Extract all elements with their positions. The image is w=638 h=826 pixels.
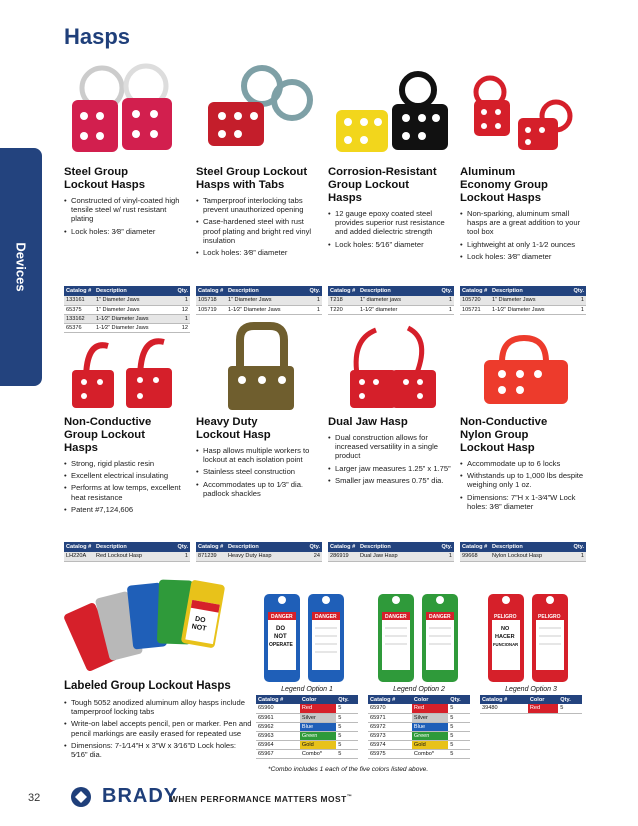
product-steel-group xyxy=(64,166,190,239)
catalog-table-dual-jaw: Catalog # Description Qty. 286919 Dual Jaw Hasp 1 xyxy=(330,544,452,560)
table-row: 65375 1” Diameter Jaws 12 xyxy=(66,306,188,313)
feature-item: • Write-on label accepts pencil, pen or marker. Pen and pencil markings are easily erased for repeated use xyxy=(64,719,254,737)
table-row: 99668 Nylon Lockout Hasp 1 xyxy=(462,553,584,560)
table-row: 65960 Red 5 xyxy=(256,704,358,713)
feature-list xyxy=(64,459,190,514)
catalog-table-corrosion: Catalog # Description Qty. T218 1” diameter jaws 1 T220 1-1⁄2” diameter 1 xyxy=(330,288,452,313)
table-row: 871239 Heavy Duty Hasp 24 xyxy=(198,553,320,560)
feature-item: • Lightweight at only 1-1⁄2 ounces xyxy=(460,240,586,249)
feature-item: • Performs at low temps, excellent heat resistance xyxy=(64,483,190,501)
legend-option-3-tags xyxy=(486,588,572,686)
tag-text-peligro: PELIGRO xyxy=(538,614,561,620)
feature-item: • Dual construction allows for increased versatility in a single product xyxy=(328,433,454,461)
tag-text-funcionar: FUNCIONAR xyxy=(493,642,519,647)
table-row: 65970 Red 5 xyxy=(368,704,470,713)
feature-list xyxy=(460,459,586,511)
feature-list xyxy=(328,209,454,249)
product-title: Corrosion-Resistant Group Lockout Hasps xyxy=(328,166,437,204)
tag-text-danger: DANGER xyxy=(385,614,407,620)
labeled-hasps-title: Labeled Group Lockout Hasps xyxy=(64,680,231,692)
green-tag-2 xyxy=(422,594,458,682)
feature-item: • Tamperproof interlocking tabs prevent unauthorized opening xyxy=(196,196,322,214)
table-row: 65964 Gold 5 xyxy=(256,740,358,749)
feature-item: • Lock holes: 3⁄8” diameter xyxy=(460,252,586,261)
tag-text-danger: DANGER xyxy=(315,614,337,620)
blue-tag-2 xyxy=(308,594,344,682)
legend-option-2 xyxy=(368,686,470,759)
table-row: 65963 Green 5 xyxy=(256,731,358,740)
feature-item: • Larger jaw measures 1.25” x 1.75” xyxy=(328,464,454,473)
table-row: LH220A Red Lockout Hasp 1 xyxy=(66,553,188,560)
dual-jaw-hasp-image xyxy=(336,320,450,412)
tag-text-no: NO xyxy=(501,626,510,632)
legend-table: Catalog # Color Qty. 65970 Red 5 65971 Silver 5 65972 Blue 5 65973 Green 5 65974 Gold 5 65975 Combo* 5 xyxy=(368,695,470,759)
legend-title: Legend Option 3 xyxy=(505,686,557,693)
page-title: Hasps xyxy=(64,24,131,49)
feature-item: • Smaller jaw measures 0.75” dia. xyxy=(328,476,454,485)
table-row: 105718 1” Diameter Jaws 1 xyxy=(198,297,320,304)
feature-item: • Excellent electrical insulating xyxy=(64,471,190,480)
nonconductive-hasp-image xyxy=(64,320,188,412)
product-dual-jaw xyxy=(328,416,454,488)
product-title: Non-Conductive Group Lockout Hasps xyxy=(64,416,152,454)
table-row: 65972 Blue 5 xyxy=(368,722,470,731)
brady-logo-icon xyxy=(66,786,96,808)
feature-item: • Stainless steel construction xyxy=(196,467,322,476)
feature-list xyxy=(196,446,322,498)
feature-list xyxy=(460,209,586,261)
feature-item: • Accommodates up to 1⁄3” dia. padlock shackles xyxy=(196,480,322,498)
tag-text-hacer: HACER xyxy=(495,634,515,640)
product-title: Steel Group Lockout Hasps xyxy=(64,166,145,191)
product-nonconductive xyxy=(64,416,190,517)
page-number: 32 xyxy=(28,792,41,804)
legend-option-3 xyxy=(480,686,582,714)
steel-group-hasp-image xyxy=(64,60,186,160)
feature-item: • Lock holes: 3⁄8” diameter xyxy=(196,248,322,257)
product-nylon xyxy=(460,416,586,514)
labeled-hasp-fan-image xyxy=(64,572,256,676)
catalog-table-tabbed: Catalog # Description Qty. 105718 1” Diameter Jaws 1 105719 1-1⁄2” Diameter Jaws 1 xyxy=(198,288,320,313)
legend-option-2-tags xyxy=(376,588,462,686)
tag-text-not: NOT xyxy=(191,623,207,633)
legend-table: Catalog # Color Qty. 39480 Red 5 xyxy=(480,695,582,714)
feature-item: • Hasp allows multiple workers to lockout at each isolation point xyxy=(196,446,322,464)
catalog-table-aluminum: Catalog # Description Qty. 105720 1” Diameter Jaws 1 105721 1-1⁄2” Diameter Jaws 1 xyxy=(462,288,584,313)
tag-text-not: NOT xyxy=(274,634,287,640)
catalog-table-heavy-duty: Catalog # Description Qty. 871239 Heavy Duty Hasp 24 xyxy=(198,544,320,560)
tag-text-do: DO xyxy=(276,626,285,632)
aluminum-hasp-image xyxy=(460,60,586,160)
tag-text-danger: DANGER xyxy=(429,614,451,620)
table-row: 65971 Silver 5 xyxy=(368,713,470,722)
feature-item: • Dimensions: 7-1⁄14”H x 3”W x 3⁄16”D Lock holes: 5⁄16” dia. xyxy=(64,741,254,759)
section-tab xyxy=(0,148,42,386)
table-row: T218 1” diameter jaws 1 xyxy=(330,297,452,304)
feature-list xyxy=(196,196,322,257)
catalog-table-nylon: Catalog # Description Qty. 99668 Nylon Lockout Hasp 1 xyxy=(462,544,584,560)
product-aluminum xyxy=(460,166,586,264)
legend-title: Legend Option 1 xyxy=(281,686,333,693)
feature-item: • Withstands up to 1,000 lbs despite weighing only 1 oz. xyxy=(460,471,586,489)
table-row: 65967 Combo* 5 xyxy=(256,749,358,758)
product-title: Dual Jaw Hasp xyxy=(328,416,408,428)
product-heavy-duty xyxy=(196,416,322,501)
corrosion-hasp-image xyxy=(328,60,454,160)
red-tag-1 xyxy=(488,594,524,682)
feature-item: • Tough 5052 anodized aluminum alloy hasps include tamperproof locking tabs xyxy=(64,698,254,716)
table-row: 65961 Silver 5 xyxy=(256,713,358,722)
product-title: Aluminum Economy Group Lockout Hasps xyxy=(460,166,548,204)
tag-text-operate: OPERATE xyxy=(269,642,293,648)
catalog-table-steel-group: Catalog # Description Qty. 133161 1” Diameter Jaws 1 65375 1” Diameter Jaws 12 133162 1-1⁄2” Diameter Jaws 1 65376 1-1⁄2” Diameter Jaws 12 xyxy=(66,288,188,331)
table-row: 65974 Gold 5 xyxy=(368,740,470,749)
legend-option-1-tags xyxy=(262,588,348,686)
tabbed-hasp-image xyxy=(196,60,322,160)
heavy-duty-hasp-image xyxy=(212,320,302,412)
table-row: 105721 1-1⁄2” Diameter Jaws 1 xyxy=(462,306,584,313)
nylon-hasp-image xyxy=(468,320,582,412)
legend-table: Catalog # Color Qty. 65960 Red 5 65961 Silver 5 65962 Blue 5 65963 Green 5 65964 Gold 5 65967 Combo* 5 xyxy=(256,695,358,759)
feature-item: • Patent #7,124,606 xyxy=(64,505,190,514)
feature-item: • Dimensions: 7”H x 1-3⁄4”W Lock holes: 3⁄8” diameter xyxy=(460,493,586,511)
table-row: 65975 Combo* 5 xyxy=(368,749,470,758)
table-row: T220 1-1⁄2” diameter 1 xyxy=(330,306,452,313)
product-corrosion xyxy=(328,166,454,252)
table-row: 133162 1-1⁄2” Diameter Jaws 1 xyxy=(66,315,188,322)
catalog-table-nonconductive: Catalog # Description Qty. LH220A Red Lockout Hasp 1 xyxy=(66,544,188,560)
feature-item: • 12 gauge epoxy coated steel provides superior rust resistance and added dielectric strength xyxy=(328,209,454,237)
green-tag-1 xyxy=(378,594,414,682)
feature-list xyxy=(64,196,190,236)
product-title: Steel Group Lockout Hasps with Tabs xyxy=(196,166,308,191)
section-tab-label: Devices xyxy=(13,242,29,292)
feature-item: • Non-sparking, aluminum small hasps are a great addition to your tool box xyxy=(460,209,586,237)
brand-tagline: WHEN PERFORMANCE MATTERS MOST™ xyxy=(170,794,353,804)
feature-item: • Case-hardened steel with rust proof plating and bright red vinyl insulation xyxy=(196,217,322,245)
table-row: 133161 1” Diameter Jaws 1 xyxy=(66,297,188,304)
feature-item: • Constructed of vinyl-coated high tensile steel w/ rust resistant plating xyxy=(64,196,190,224)
feature-item: • Lock holes: 3⁄8” diameter xyxy=(64,227,190,236)
table-row: 286919 Dual Jaw Hasp 1 xyxy=(330,553,452,560)
feature-list xyxy=(328,433,454,485)
legend-option-1 xyxy=(256,686,358,759)
labeled-feature-list xyxy=(64,698,254,762)
table-row: 39480 Red 5 xyxy=(480,704,582,713)
product-title: Heavy Duty Lockout Hasp xyxy=(196,416,271,441)
tag-text-danger: DANGER xyxy=(271,614,293,620)
brand-name: BRADY xyxy=(102,785,179,807)
table-row: 65962 Blue 5 xyxy=(256,722,358,731)
product-tabbed xyxy=(196,166,322,260)
table-row: 65973 Green 5 xyxy=(368,731,470,740)
feature-item: • Accommodate up to 6 locks xyxy=(460,459,586,468)
red-tag-2 xyxy=(532,594,568,682)
table-row: 105719 1-1⁄2” Diameter Jaws 1 xyxy=(198,306,320,313)
product-title: Non-Conductive Nylon Group Lockout Hasp xyxy=(460,416,548,454)
table-row: 65376 1-1⁄2” Diameter Jaws 12 xyxy=(66,324,188,331)
combo-note: *Combo includes 1 each of the five colors listed above. xyxy=(268,766,429,773)
feature-item: • Strong, rigid plastic resin xyxy=(64,459,190,468)
feature-item: • Lock holes: 5⁄16” diameter xyxy=(328,240,454,249)
legend-title: Legend Option 2 xyxy=(393,686,445,693)
tag-text-do: DO xyxy=(194,615,206,625)
blue-tag-1 xyxy=(264,594,300,682)
table-row: 105720 1” Diameter Jaws 1 xyxy=(462,297,584,304)
tag-text-peligro: PELIGRO xyxy=(494,614,517,620)
